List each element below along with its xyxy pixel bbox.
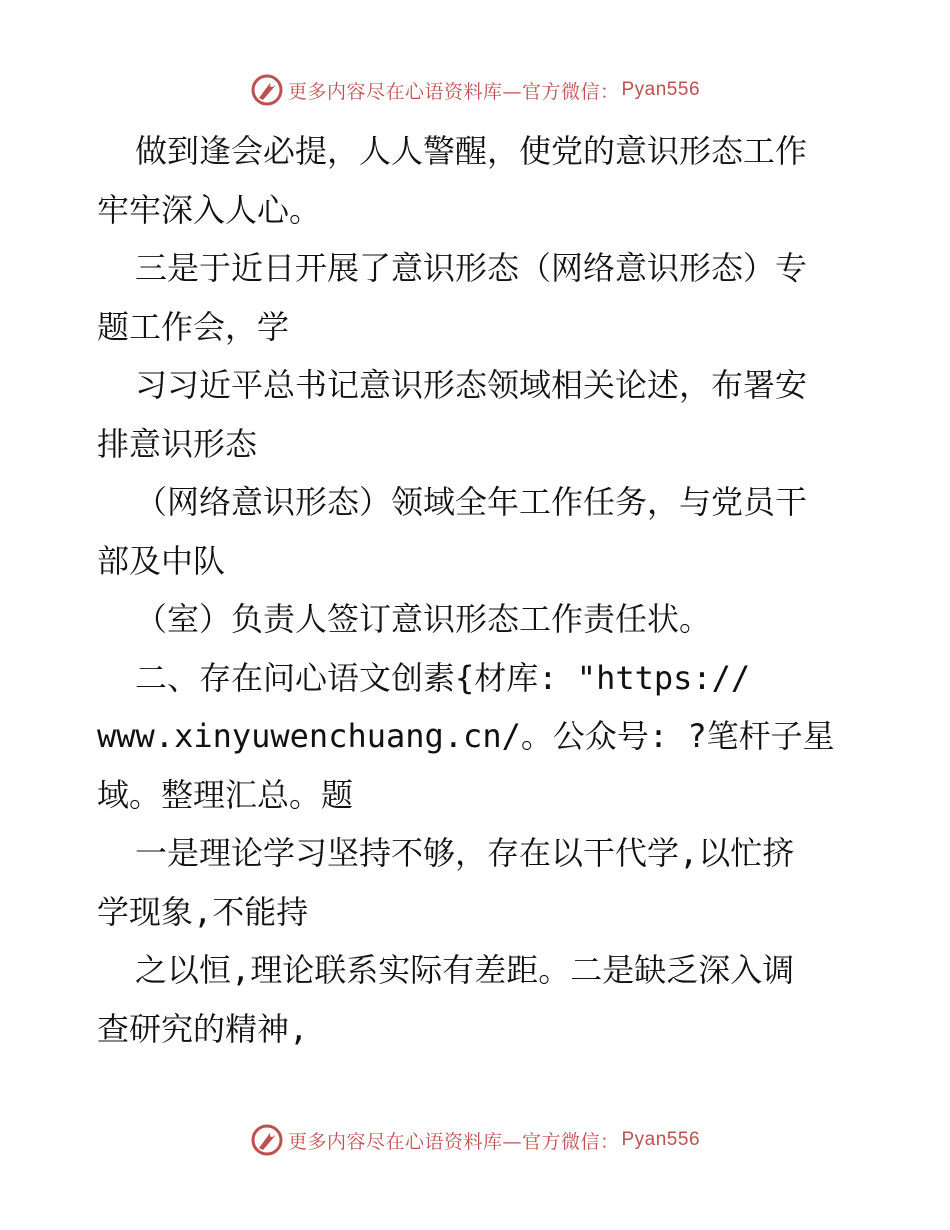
text-line: 部及中队 [97, 541, 226, 580]
watermark-handle: Pyan556 [621, 79, 701, 100]
document-body [97, 122, 857, 1058]
footer-watermark [0, 1120, 950, 1160]
watermark-handle: Pyan556 [621, 1129, 701, 1150]
watermark-text: 更多内容尽在心语资料库—官方微信： [287, 80, 620, 103]
text-line: 学现象,不能持 [97, 892, 309, 931]
header-watermark [0, 70, 950, 110]
text-line: 一是理论学习坚持不够，存在以干代学,以忙挤 [135, 834, 795, 872]
text-line: www.xinyuwenchuang.cn/。公众号: ?笔杆子星 [97, 717, 835, 755]
text-line: （网络意识形态）领域全年工作任务，与党员干 [135, 483, 808, 521]
text-line: 题工作会，学 [97, 307, 290, 346]
text-line: 域。整理汇总。题 [97, 775, 354, 814]
text-line: 二、存在问心语文创素{材库: "https:// [135, 658, 751, 697]
text-line: （室）负责人签订意识形态工作责任状。 [135, 600, 712, 638]
pen-nib-logo-icon [250, 73, 284, 107]
text-line: 排意识形态 [97, 424, 258, 463]
text-line: 做到逢会必提，人人警醒，使党的意识形态工作 [135, 132, 808, 170]
text-line: 查研究的精神, [97, 1009, 309, 1048]
text-line: 习习近平总书记意识形态领域相关论述，布署安 [135, 366, 808, 404]
text-line: 之以恒,理论联系实际有差距。二是缺乏深入调 [135, 951, 795, 989]
text-line: 牢牢深入人心。 [97, 190, 322, 229]
pen-nib-logo-icon [250, 1123, 284, 1157]
text-line: 三是于近日开展了意识形态（网络意识形态）专 [135, 249, 808, 287]
watermark-text: 更多内容尽在心语资料库—官方微信： [287, 1130, 620, 1153]
